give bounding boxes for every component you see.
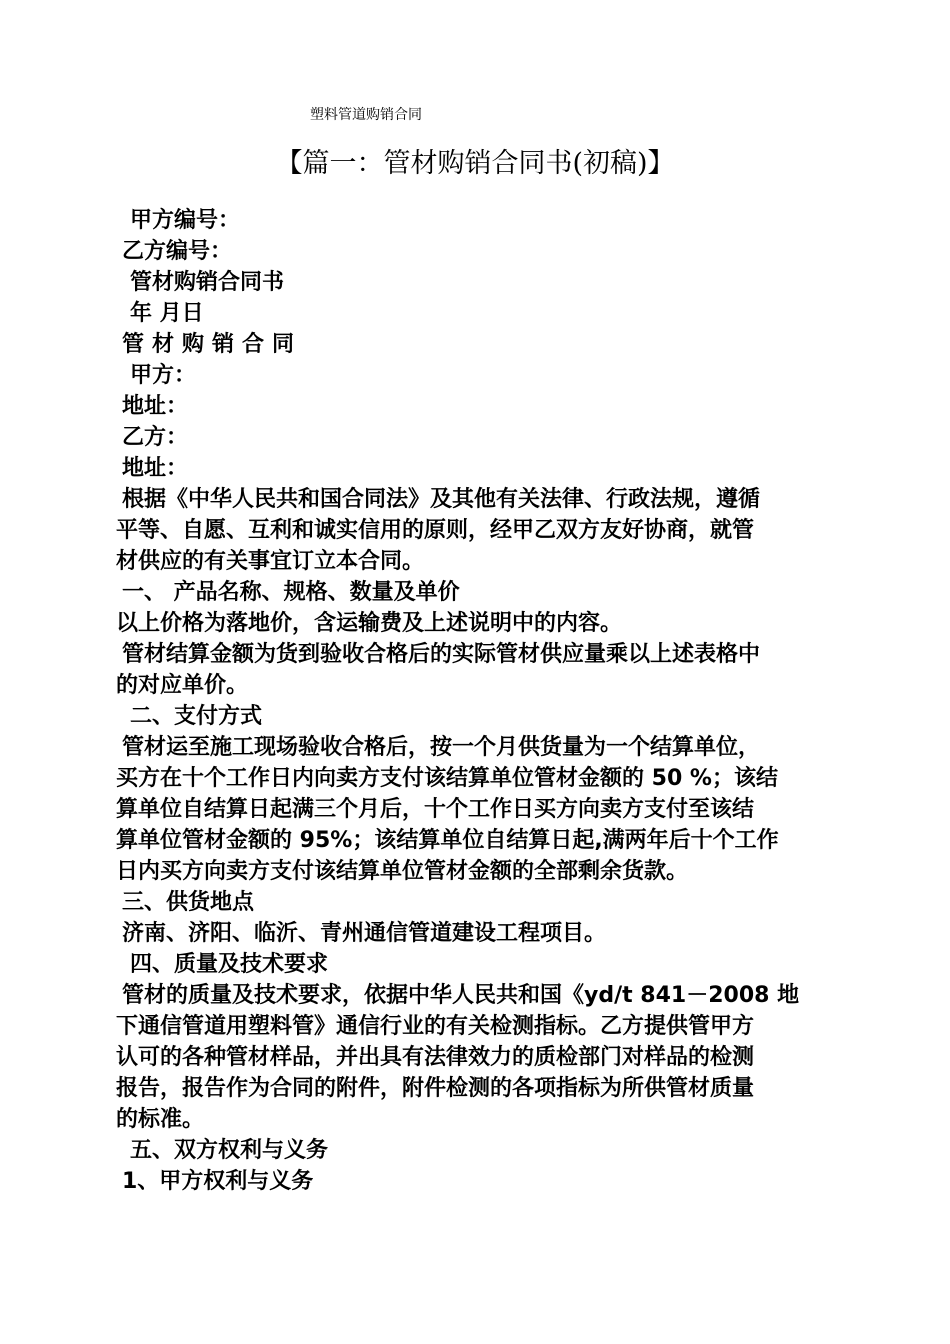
section-heading: 五、双方权利与义务 (130, 1138, 329, 1163)
paragraph-line: 日内买方向卖方支付该结算单位管材金额的全部剩余货款。 (116, 859, 689, 884)
party-b-label: 乙方： (122, 425, 189, 450)
paragraph-line: 济南、济阳、临沂、青州通信管道建设工程项目。 (122, 921, 607, 946)
contract-heading: 管材购销合同 (122, 332, 303, 357)
paragraph-line: 的对应单价。 (116, 673, 249, 698)
party-a-label: 甲方： (130, 363, 197, 388)
paragraph-line: 管材的质量及技术要求，依据中华人民共和国《yd/t 841－2008 地 (122, 983, 800, 1008)
paragraph-line: 根据《中华人民共和国合同法》及其他有关法律、行政法规，遵循 (122, 487, 761, 512)
section-heading: 四、质量及技术要求 (130, 952, 329, 977)
paragraph-line: 买方在十个工作日内向卖方支付该结算单位管材金额的 50 %；该结 (116, 766, 778, 791)
party-a-number: 甲方编号： (130, 208, 241, 233)
paragraph-line: 下通信管道用塑料管》通信行业的有关检测指标。乙方提供管甲方 (116, 1014, 755, 1039)
party-b-number: 乙方编号： (122, 239, 233, 264)
contract-name: 管材购销合同书 (130, 270, 285, 295)
page-header: 塑料管道购销合同 (310, 107, 422, 123)
subsection-heading: 1、甲方权利与义务 (122, 1169, 314, 1194)
paragraph-line: 的标准。 (116, 1107, 205, 1132)
paragraph-line: 认可的各种管材样品，并出具有法律效力的质检部门对样品的检测 (116, 1045, 755, 1070)
paragraph-line: 管材运至施工现场验收合格后，按一个月供货量为一个结算单位， (122, 735, 761, 760)
section-heading: 一、 产品名称、规格、数量及单价 (122, 580, 460, 605)
section-heading: 三、供货地点 (122, 890, 255, 915)
paragraph-line: 管材结算金额为货到验收合格后的实际管材供应量乘以上述表格中 (122, 642, 761, 667)
party-b-address: 地址： (122, 456, 189, 481)
paragraph-line: 材供应的有关事宜订立本合同。 (116, 549, 425, 574)
contract-date: 年 月日 (130, 301, 204, 326)
document-title: 【篇一：管材购销合同书(初稿)】 (275, 148, 675, 179)
section-heading: 二、支付方式 (130, 704, 263, 729)
paragraph-line: 报告，报告作为合同的附件，附件检测的各项指标为所供管材质量 (116, 1076, 755, 1101)
paragraph-line: 以上价格为落地价，含运输费及上述说明中的内容。 (116, 611, 623, 636)
paragraph-line: 算单位自结算日起满三个月后，十个工作日买方向卖方支付至该结 (116, 797, 755, 822)
party-a-address: 地址： (122, 394, 189, 419)
document-body (116, 205, 836, 1197)
paragraph-line: 平等、自愿、互利和诚实信用的原则，经甲乙双方友好协商，就管 (116, 518, 755, 543)
paragraph-line: 算单位管材金额的 95%；该结算单位自结算日起,满两年后十个工作 (116, 828, 779, 853)
